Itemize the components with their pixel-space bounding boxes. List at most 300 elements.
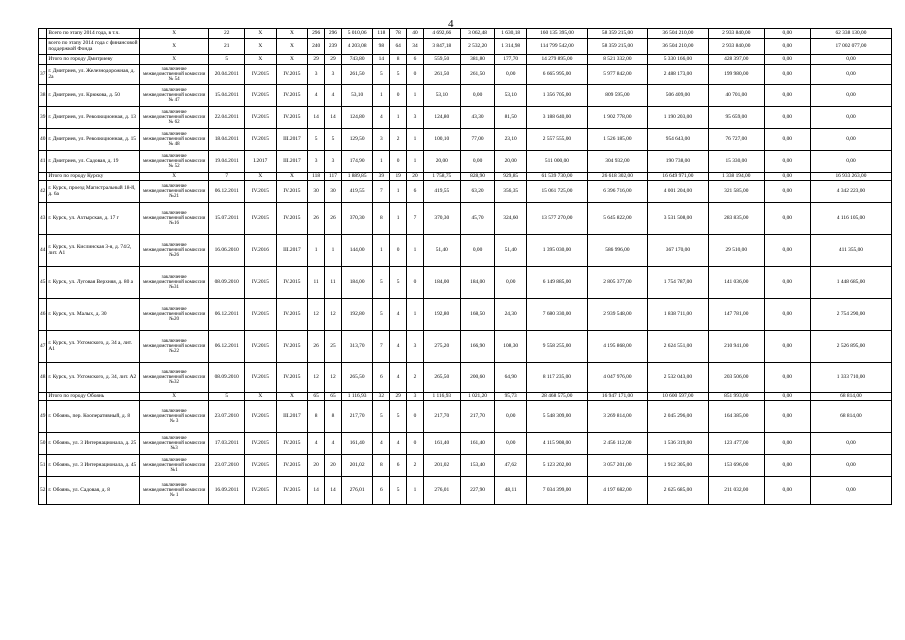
residents-relocated-cell: 65: [325, 393, 342, 401]
plan-quarter-cell: IV.2016: [245, 235, 277, 267]
other-cost-cell: 0,00: [810, 85, 891, 107]
residents-cell: 8: [308, 401, 325, 433]
area-cell: 370,30: [341, 203, 373, 235]
relocated-area-cell: 1 758,75: [423, 173, 460, 181]
premises-cell: 5: [373, 65, 390, 85]
premises-cell: 8: [373, 455, 390, 477]
conclusion-cell: заключение межведомственной комиссии № 52: [139, 151, 208, 173]
residents-cell: 65: [308, 393, 325, 401]
end-quarter-cell: IV.2015: [276, 107, 308, 129]
residents-cell: 14: [308, 107, 325, 129]
plan-quarter-cell: IV.2015: [245, 85, 277, 107]
area-cell: 4 203,08: [341, 39, 373, 55]
private-area-cell: 77,00: [460, 129, 495, 151]
residents-relocated-cell: 1: [325, 235, 342, 267]
residents-relocated-cell: 12: [325, 363, 342, 393]
fund-cost-cell: 5 977 842,00: [587, 65, 647, 85]
local-cost-cell: 164 385,00: [708, 401, 764, 433]
address-cell: г. Дмитриев, ул. Революционная, д. 15: [47, 129, 140, 151]
premises-private-cell: 19: [390, 173, 407, 181]
table-row: [39, 267, 892, 299]
local-cost-cell: 2 933 840,00: [708, 39, 764, 55]
premises-private-cell: 0: [390, 151, 407, 173]
premises-private-cell: 5: [390, 401, 407, 433]
premises-municipal-cell: 2: [407, 455, 424, 477]
fund-cost-cell: 4 195 868,00: [587, 331, 647, 363]
other-cost-cell: 1 333 710,00: [810, 363, 891, 393]
table-row: [39, 65, 892, 85]
area-cell: 161,40: [341, 433, 373, 455]
premises-private-cell: 29: [390, 393, 407, 401]
end-quarter-cell: X: [276, 393, 308, 401]
plan-quarter-cell: IV.2015: [245, 455, 277, 477]
residents-cell: 4: [308, 85, 325, 107]
end-quarter-cell: IV.2015: [276, 203, 308, 235]
address-cell: г. Дмитриев, ул. Железнодорожная, д. 2а: [47, 65, 140, 85]
other-cost-cell: 0,00: [810, 129, 891, 151]
premises-private-cell: 5: [390, 267, 407, 299]
end-quarter-cell: IV.2015: [276, 299, 308, 331]
area-cell: 184,00: [341, 267, 373, 299]
table-body: [39, 29, 892, 505]
premises-private-cell: 1: [390, 181, 407, 203]
premises-municipal-cell: 0: [407, 433, 424, 455]
table-row: [39, 235, 892, 267]
fund-cost-cell: 809 595,00: [587, 85, 647, 107]
address-cell: г. Курск, ул. Малых, д. 30: [47, 299, 140, 331]
local-cost-cell: 211 032,00: [708, 477, 764, 505]
other-cost-cell: 1 448 685,00: [810, 267, 891, 299]
premises-municipal-cell: 20: [407, 173, 424, 181]
premises-municipal-cell: 3: [407, 331, 424, 363]
premises-cell: 1: [373, 235, 390, 267]
premises-cell: 1: [373, 151, 390, 173]
area-cell: 265,50: [341, 363, 373, 393]
plan-quarter-cell: IV.2015: [245, 299, 277, 331]
premises-cell: 5: [373, 401, 390, 433]
other-cost-cell: 68 814,00: [810, 401, 891, 433]
extra-cost-cell: 0,00: [764, 331, 810, 363]
row-number: 44: [39, 235, 47, 267]
relocated-area-cell: 419,55: [423, 181, 460, 203]
relocated-area-cell: 51,40: [423, 235, 460, 267]
conclusion-cell: заключение межведомственной комиссии №22: [139, 331, 208, 363]
premises-private-cell: 8: [390, 55, 407, 65]
area-cell: 217,70: [341, 401, 373, 433]
other-cost-cell: 4 342 223,00: [810, 181, 891, 203]
end-quarter-cell: IV.2015: [276, 363, 308, 393]
end-quarter-cell: III.2017: [276, 129, 308, 151]
premises-municipal-cell: 6: [407, 181, 424, 203]
row-number: 39: [39, 107, 47, 129]
row-number: [39, 173, 47, 181]
residents-relocated-cell: 14: [325, 107, 342, 129]
residents-relocated-cell: 14: [325, 477, 342, 505]
row-number: 51: [39, 455, 47, 477]
extra-cost-cell: 0,00: [764, 129, 810, 151]
address-cell: г. Обоянь, ул. Садовая, д. 8: [47, 477, 140, 505]
fund-cost-cell: 2 805 377,00: [587, 267, 647, 299]
end-quarter-cell: III.2017: [276, 401, 308, 433]
local-cost-cell: 1 338 194,00: [708, 173, 764, 181]
other-cost-cell: 0,00: [810, 65, 891, 85]
residents-relocated-cell: 11: [325, 267, 342, 299]
date-cell: 16.06.2010: [209, 235, 245, 267]
plan-quarter-cell: X: [245, 55, 277, 65]
extra-cost-cell: 0,00: [764, 393, 810, 401]
regional-cost-cell: 1 754 787,00: [647, 267, 708, 299]
date-cell: 5: [209, 393, 245, 401]
regional-cost-cell: 367 170,00: [647, 235, 708, 267]
row-number: 42: [39, 181, 47, 203]
date-cell: 21: [209, 39, 245, 55]
relocated-area-cell: 1 116,93: [423, 393, 460, 401]
date-cell: 06.12.2011: [209, 331, 245, 363]
fund-cost-cell: 58 359 215,00: [587, 29, 647, 39]
row-number: 40: [39, 129, 47, 151]
total-cost-cell: 4 115 908,00: [526, 433, 587, 455]
row-number: 50: [39, 433, 47, 455]
regional-cost-cell: 190 738,00: [647, 151, 708, 173]
table-row: [39, 455, 892, 477]
area-cell: 743,80: [341, 55, 373, 65]
plan-quarter-cell: IV.2015: [245, 129, 277, 151]
end-quarter-cell: IV.2015: [276, 433, 308, 455]
total-cost-cell: 9 558 255,00: [526, 331, 587, 363]
total-cost-cell: 5 123 202,00: [526, 455, 587, 477]
residents-cell: 4: [308, 433, 325, 455]
regional-cost-cell: 1 190 203,00: [647, 107, 708, 129]
conclusion-cell: X: [139, 55, 208, 65]
premises-private-cell: 4: [390, 433, 407, 455]
conclusion-cell: X: [139, 173, 208, 181]
row-number: [39, 393, 47, 401]
table-row: [39, 129, 892, 151]
residents-cell: 118: [308, 173, 325, 181]
total-cost-cell: 15 061 725,00: [526, 181, 587, 203]
residents-relocated-cell: 8: [325, 401, 342, 433]
municipal-area-cell: 47,62: [495, 455, 527, 477]
municipal-area-cell: 64,90: [495, 363, 527, 393]
row-number: 49: [39, 401, 47, 433]
municipal-area-cell: 20,00: [495, 151, 527, 173]
total-cost-cell: 7 034 399,00: [526, 477, 587, 505]
date-cell: 5: [209, 55, 245, 65]
local-cost-cell: 76 727,00: [708, 129, 764, 151]
local-cost-cell: 95 659,00: [708, 107, 764, 129]
row-number: 41: [39, 151, 47, 173]
local-cost-cell: 153 696,00: [708, 455, 764, 477]
premises-municipal-cell: 1: [407, 299, 424, 331]
local-cost-cell: 283 835,00: [708, 203, 764, 235]
private-area-cell: 166,90: [460, 331, 495, 363]
plan-quarter-cell: IV.2015: [245, 363, 277, 393]
residents-relocated-cell: 30: [325, 181, 342, 203]
private-area-cell: 2 532,20: [460, 39, 495, 55]
regional-cost-cell: 3 531 508,00: [647, 203, 708, 235]
total-cost-cell: 7 680 330,00: [526, 299, 587, 331]
premises-cell: 98: [373, 39, 390, 55]
fund-cost-cell: 4 047 976,00: [587, 363, 647, 393]
premises-private-cell: 4: [390, 331, 407, 363]
local-cost-cell: 141 036,00: [708, 267, 764, 299]
premises-private-cell: 64: [390, 39, 407, 55]
date-cell: 15.07.2011: [209, 203, 245, 235]
premises-private-cell: 1: [390, 107, 407, 129]
row-number: [39, 39, 47, 55]
residents-cell: 14: [308, 477, 325, 505]
relocated-area-cell: 161,40: [423, 433, 460, 455]
table-total-row: [39, 55, 892, 65]
relocated-area-cell: 370,30: [423, 203, 460, 235]
extra-cost-cell: 0,00: [764, 235, 810, 267]
row-number: [39, 55, 47, 65]
relocated-area-cell: 217,70: [423, 401, 460, 433]
address-cell: г. Обоянь, ул. 3 Интернационала, д. 25: [47, 433, 140, 455]
conclusion-cell: X: [139, 39, 208, 55]
residents-relocated-cell: 4: [325, 85, 342, 107]
residents-cell: 12: [308, 299, 325, 331]
residents-cell: 20: [308, 455, 325, 477]
address-cell: г. Дмитриев, ул. Крюкова, д. 50: [47, 85, 140, 107]
table-row: [39, 203, 892, 235]
table-row: [39, 363, 892, 393]
relocated-area-cell: 53,10: [423, 85, 460, 107]
end-quarter-cell: III.2017: [276, 235, 308, 267]
premises-cell: 3: [373, 129, 390, 151]
municipal-area-cell: 177,70: [495, 55, 527, 65]
area-cell: 313,70: [341, 331, 373, 363]
regional-cost-cell: 5 330 166,00: [647, 55, 708, 65]
premises-cell: 5: [373, 267, 390, 299]
plan-quarter-cell: IV.2015: [245, 401, 277, 433]
residents-cell: 26: [308, 331, 325, 363]
end-quarter-cell: IV.2015: [276, 477, 308, 505]
date-cell: 06.12.2011: [209, 299, 245, 331]
municipal-area-cell: 108,30: [495, 331, 527, 363]
total-cost-cell: 1 395 030,00: [526, 235, 587, 267]
premises-municipal-cell: 2: [407, 363, 424, 393]
plan-quarter-cell: X: [245, 39, 277, 55]
residents-relocated-cell: 3: [325, 65, 342, 85]
premises-municipal-cell: 0: [407, 267, 424, 299]
row-number: 43: [39, 203, 47, 235]
local-cost-cell: 2 933 840,00: [708, 29, 764, 39]
municipal-area-cell: 0,00: [495, 433, 527, 455]
plan-quarter-cell: X: [245, 173, 277, 181]
address-cell: Всего по этапу 2014 года, в т.ч.: [47, 29, 140, 39]
address-cell: г. Дмитриев, ул. Садовая, д. 19: [47, 151, 140, 173]
municipal-area-cell: 0,00: [495, 267, 527, 299]
end-quarter-cell: X: [276, 29, 308, 39]
extra-cost-cell: 0,00: [764, 55, 810, 65]
premises-municipal-cell: 1: [407, 151, 424, 173]
premises-cell: 6: [373, 477, 390, 505]
conclusion-cell: заключение межведомственной комиссии №32: [139, 363, 208, 393]
regional-cost-cell: 36 504 210,00: [647, 39, 708, 55]
municipal-area-cell: 81,50: [495, 107, 527, 129]
table-row: [39, 107, 892, 129]
regional-cost-cell: 2 488 173,00: [647, 65, 708, 85]
private-area-cell: 0,00: [460, 151, 495, 173]
regional-cost-cell: 2 625 685,00: [647, 477, 708, 505]
table-row: [39, 433, 892, 455]
other-cost-cell: 2 526 895,00: [810, 331, 891, 363]
extra-cost-cell: 0,00: [764, 151, 810, 173]
end-quarter-cell: IV.2015: [276, 181, 308, 203]
local-cost-cell: 210 941,00: [708, 331, 764, 363]
municipal-area-cell: 1 630,18: [495, 29, 527, 39]
table-row: [39, 299, 892, 331]
other-cost-cell: 0,00: [810, 455, 891, 477]
residents-relocated-cell: 296: [325, 29, 342, 39]
local-cost-cell: 851 993,00: [708, 393, 764, 401]
premises-cell: 14: [373, 55, 390, 65]
residents-relocated-cell: 5: [325, 129, 342, 151]
area-cell: 5 010,06: [341, 29, 373, 39]
premises-cell: 5: [373, 299, 390, 331]
date-cell: 23.07.2010: [209, 455, 245, 477]
plan-quarter-cell: IV.2015: [245, 65, 277, 85]
table-total-row: [39, 393, 892, 401]
premises-municipal-cell: 1: [407, 85, 424, 107]
premises-cell: 4: [373, 107, 390, 129]
plan-quarter-cell: IV.2015: [245, 477, 277, 505]
residents-cell: 29: [308, 55, 325, 65]
other-cost-cell: 411 355,00: [810, 235, 891, 267]
housing-program-table: [38, 28, 892, 505]
conclusion-cell: заключение межведомственной комиссии № 48: [139, 129, 208, 151]
row-number: 52: [39, 477, 47, 505]
municipal-area-cell: 48,11: [495, 477, 527, 505]
other-cost-cell: 17 002 077,00: [810, 39, 891, 55]
address-cell: Итого по городу Курску: [47, 173, 140, 181]
address-cell: г. Курск, проезд Магистральный 18-й, д. 6а: [47, 181, 140, 203]
fund-cost-cell: 5 645 822,00: [587, 203, 647, 235]
date-cell: 06.12.2011: [209, 181, 245, 203]
total-cost-cell: 61 539 730,00: [526, 173, 587, 181]
area-cell: 144,00: [341, 235, 373, 267]
private-area-cell: 0,00: [460, 85, 495, 107]
regional-cost-cell: 16 649 971,00: [647, 173, 708, 181]
residents-relocated-cell: 4: [325, 433, 342, 455]
fund-cost-cell: 6 396 716,00: [587, 181, 647, 203]
other-cost-cell: 0,00: [810, 55, 891, 65]
other-cost-cell: 2 754 290,00: [810, 299, 891, 331]
premises-cell: 32: [373, 393, 390, 401]
municipal-area-cell: 24,30: [495, 299, 527, 331]
premises-municipal-cell: 40: [407, 29, 424, 39]
premises-municipal-cell: 1: [407, 129, 424, 151]
date-cell: 08.09.2010: [209, 267, 245, 299]
date-cell: 08.09.2010: [209, 363, 245, 393]
regional-cost-cell: 36 504 210,00: [647, 29, 708, 39]
relocated-area-cell: 201,02: [423, 455, 460, 477]
municipal-area-cell: 324,60: [495, 203, 527, 235]
local-cost-cell: 147 781,00: [708, 299, 764, 331]
municipal-area-cell: 95,73: [495, 393, 527, 401]
date-cell: 17.03.2011: [209, 433, 245, 455]
area-cell: 276,01: [341, 477, 373, 505]
regional-cost-cell: 954 643,00: [647, 129, 708, 151]
local-cost-cell: 199 980,00: [708, 65, 764, 85]
relocated-area-cell: 3 847,18: [423, 39, 460, 55]
residents-cell: 296: [308, 29, 325, 39]
row-number: 48: [39, 363, 47, 393]
relocated-area-cell: 559,50: [423, 55, 460, 65]
premises-municipal-cell: 34: [407, 39, 424, 55]
total-cost-cell: 14 279 895,00: [526, 55, 587, 65]
address-cell: всего по этапу 2014 года с финансовой поддержкой Фонда: [47, 39, 140, 55]
fund-cost-cell: 586 996,00: [587, 235, 647, 267]
extra-cost-cell: 0,00: [764, 433, 810, 455]
total-cost-cell: 2 557 555,00: [526, 129, 587, 151]
fund-cost-cell: 2 939 548,00: [587, 299, 647, 331]
municipal-area-cell: 23,10: [495, 129, 527, 151]
extra-cost-cell: 0,00: [764, 173, 810, 181]
relocated-area-cell: 20,00: [423, 151, 460, 173]
municipal-area-cell: 53,10: [495, 85, 527, 107]
conclusion-cell: заключение межведомственной комиссии № 1: [139, 477, 208, 505]
fund-cost-cell: 58 359 215,00: [587, 39, 647, 55]
extra-cost-cell: 0,00: [764, 203, 810, 235]
area-cell: 174,90: [341, 151, 373, 173]
private-area-cell: 45,70: [460, 203, 495, 235]
date-cell: 16.09.2011: [209, 477, 245, 505]
area-cell: 192,80: [341, 299, 373, 331]
table-row: [39, 181, 892, 203]
relocated-area-cell: 275,20: [423, 331, 460, 363]
other-cost-cell: 62 338 130,00: [810, 29, 891, 39]
residents-cell: 5: [308, 129, 325, 151]
relocated-area-cell: 100,10: [423, 129, 460, 151]
private-area-cell: 828,90: [460, 173, 495, 181]
premises-municipal-cell: 7: [407, 203, 424, 235]
relocated-area-cell: 124,80: [423, 107, 460, 129]
local-cost-cell: 321 585,00: [708, 181, 764, 203]
plan-quarter-cell: X: [245, 393, 277, 401]
premises-private-cell: 5: [390, 65, 407, 85]
address-cell: г. Курск, ул. Кислинская 3-я, д. 74/2, лит. А1: [47, 235, 140, 267]
residents-cell: 30: [308, 181, 325, 203]
premises-cell: 7: [373, 331, 390, 363]
table-row: [39, 85, 892, 107]
fund-cost-cell: 3 057 201,00: [587, 455, 647, 477]
address-cell: г. Курск, ул. Луговая Верхняя, д. 80 а: [47, 267, 140, 299]
fund-cost-cell: 8 521 332,00: [587, 55, 647, 65]
end-quarter-cell: X: [276, 173, 308, 181]
other-cost-cell: 68 814,00: [810, 393, 891, 401]
private-area-cell: 1 021,20: [460, 393, 495, 401]
total-cost-cell: 6 149 885,00: [526, 267, 587, 299]
residents-relocated-cell: 20: [325, 455, 342, 477]
fund-cost-cell: 26 618 302,00: [587, 173, 647, 181]
end-quarter-cell: X: [276, 39, 308, 55]
municipal-area-cell: 0,00: [495, 401, 527, 433]
other-cost-cell: 0,00: [810, 477, 891, 505]
address-cell: г. Обоянь, пер. Кооперативный, д. 8: [47, 401, 140, 433]
table-row: [39, 331, 892, 363]
row-number: 45: [39, 267, 47, 299]
total-cost-cell: 8 117 235,00: [526, 363, 587, 393]
relocated-area-cell: 265,50: [423, 363, 460, 393]
date-cell: 23.07.2010: [209, 401, 245, 433]
total-cost-cell: 1 356 705,00: [526, 85, 587, 107]
residents-cell: 3: [308, 151, 325, 173]
regional-cost-cell: 4 001 204,00: [647, 181, 708, 203]
plan-quarter-cell: I.2017: [245, 151, 277, 173]
fund-cost-cell: 1 526 185,00: [587, 129, 647, 151]
